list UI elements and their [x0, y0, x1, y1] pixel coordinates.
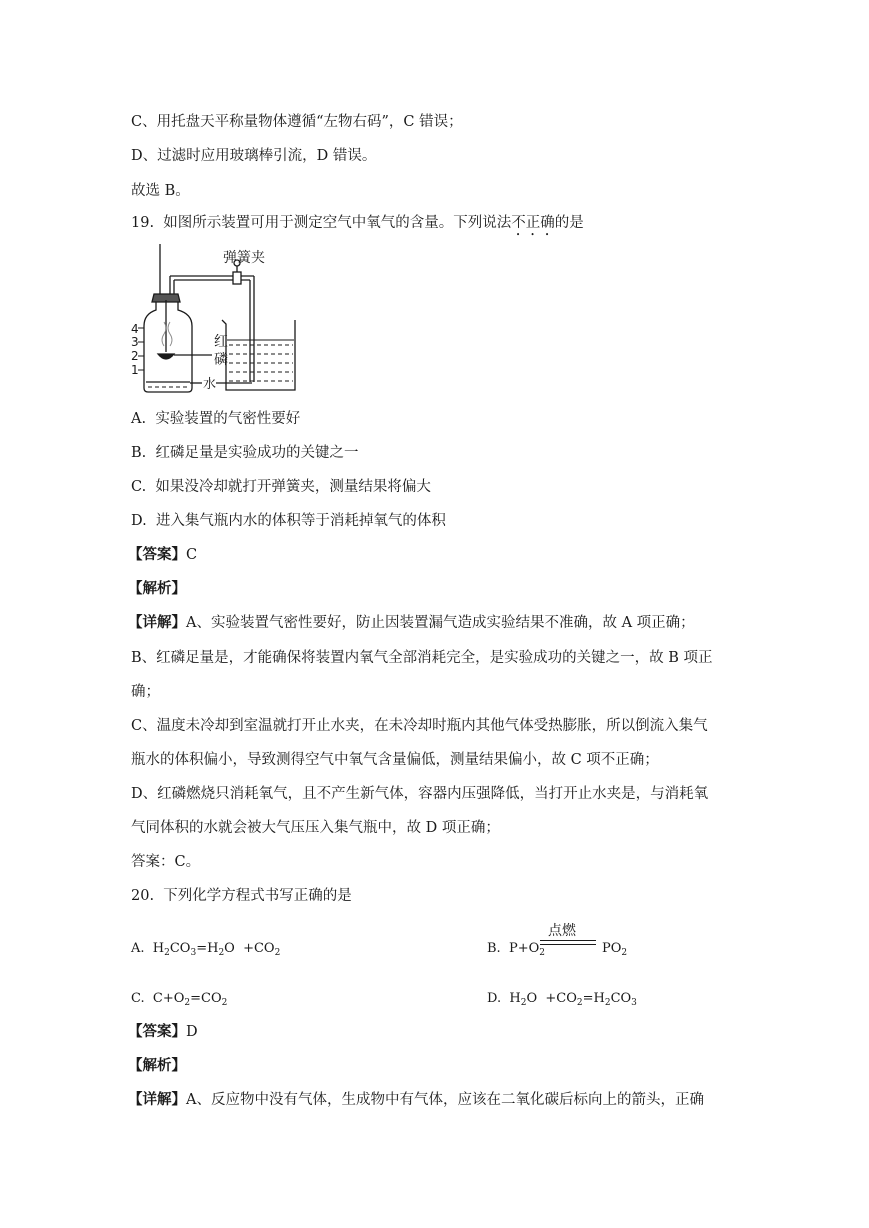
- clamp-label: 弹簧夹: [223, 250, 265, 266]
- analysis-19: 【解析】: [128, 581, 186, 597]
- equation-option-a: A. $H_2CO_3=H_2O +CO_2$: [131, 941, 281, 958]
- scale-label-2: 2: [131, 349, 139, 363]
- text-c-error: C、用托盘天平称量物体遵循“左物右码”，C 错误；: [131, 114, 463, 130]
- detail-19-d1: D、红磷燃烧只消耗氧气，且不产生新气体，容器内压强降低，当打开止水夹是，与消耗氧: [131, 786, 709, 802]
- stem-text-end: 的是: [554, 215, 584, 231]
- option-b: B. 红磷足量是实验成功的关键之一: [131, 445, 359, 461]
- answer-19: 【答案】C: [128, 547, 198, 563]
- detail-19-b1: B、红磷足量是，才能确保将装置内氧气全部消耗完全，是实验成功的关键之一，故 B 项正: [131, 650, 713, 666]
- equation-option-c: C. $C+O_2=CO_2$: [131, 991, 228, 1008]
- detail-19-a: 【详解】A、实验装置气密性要好，防止因装置漏气造成实验结果不准确，故 A 项正确；: [128, 615, 695, 631]
- water-label: 水: [203, 377, 217, 392]
- detail-20-a: 【详解】A、反应物中没有气体，生成物中有气体，应该在二氧化碳后标向上的箭头，正确: [128, 1092, 704, 1108]
- apparatus-diagram: [130, 242, 315, 397]
- text-d-error: D、过滤时应用玻璃棒引流，D 错误。: [131, 148, 377, 164]
- equation-option-d: D. $H_2O +CO_2=H_2CO_3$: [487, 991, 637, 1008]
- equation-option-b: B. $P+O_2$ $PO_2$: [487, 941, 628, 958]
- analysis-20: 【解析】: [128, 1058, 186, 1074]
- detail-19-c2: 瓶水的体积偏小，导致测得空气中氧气含量偏低，测量结果偏小，故 C 项不正确；: [131, 752, 659, 768]
- stem-text: 如图所示装置可用于测定空气中氧气的含量。下列说法: [163, 215, 512, 231]
- scale-label-3: 3: [131, 335, 139, 349]
- text-choose-b: 故选 B。: [131, 183, 190, 199]
- detail-19-c1: C、温度未冷却到室温就打开止水夹，在未冷却时瓶内其他气体受热膨胀，所以倒流入集气: [131, 718, 708, 734]
- detail-19-b2: 确；: [131, 684, 160, 700]
- scale-label-4: 4: [131, 322, 139, 336]
- answer-20: 【答案】D: [128, 1024, 198, 1040]
- option-c: C. 如果没冷却就打开弹簧夹，测量结果将偏大: [131, 479, 431, 495]
- option-d: D. 进入集气瓶内水的体积等于消耗掉氧气的体积: [131, 513, 446, 529]
- option-a: A. 实验装置的气密性要好: [131, 411, 301, 427]
- final-answer-19: 答案：C。: [131, 854, 201, 870]
- question-20-stem: 20. 下列化学方程式书写正确的是: [131, 888, 352, 904]
- detail-19-d2: 气同体积的水就会被大气压压入集气瓶中，故 D 项正确；: [131, 820, 500, 836]
- reaction-condition: 点燃: [548, 923, 576, 939]
- phosphorus-label: 磷: [214, 352, 228, 368]
- question-19-stem: [131, 213, 584, 239]
- question-number: 19.: [131, 215, 155, 231]
- red-label: 红: [214, 334, 228, 350]
- emphasis-text: 不正确: [511, 215, 555, 231]
- question-number: 20.: [131, 888, 155, 904]
- scale-label-1: 1: [131, 363, 139, 377]
